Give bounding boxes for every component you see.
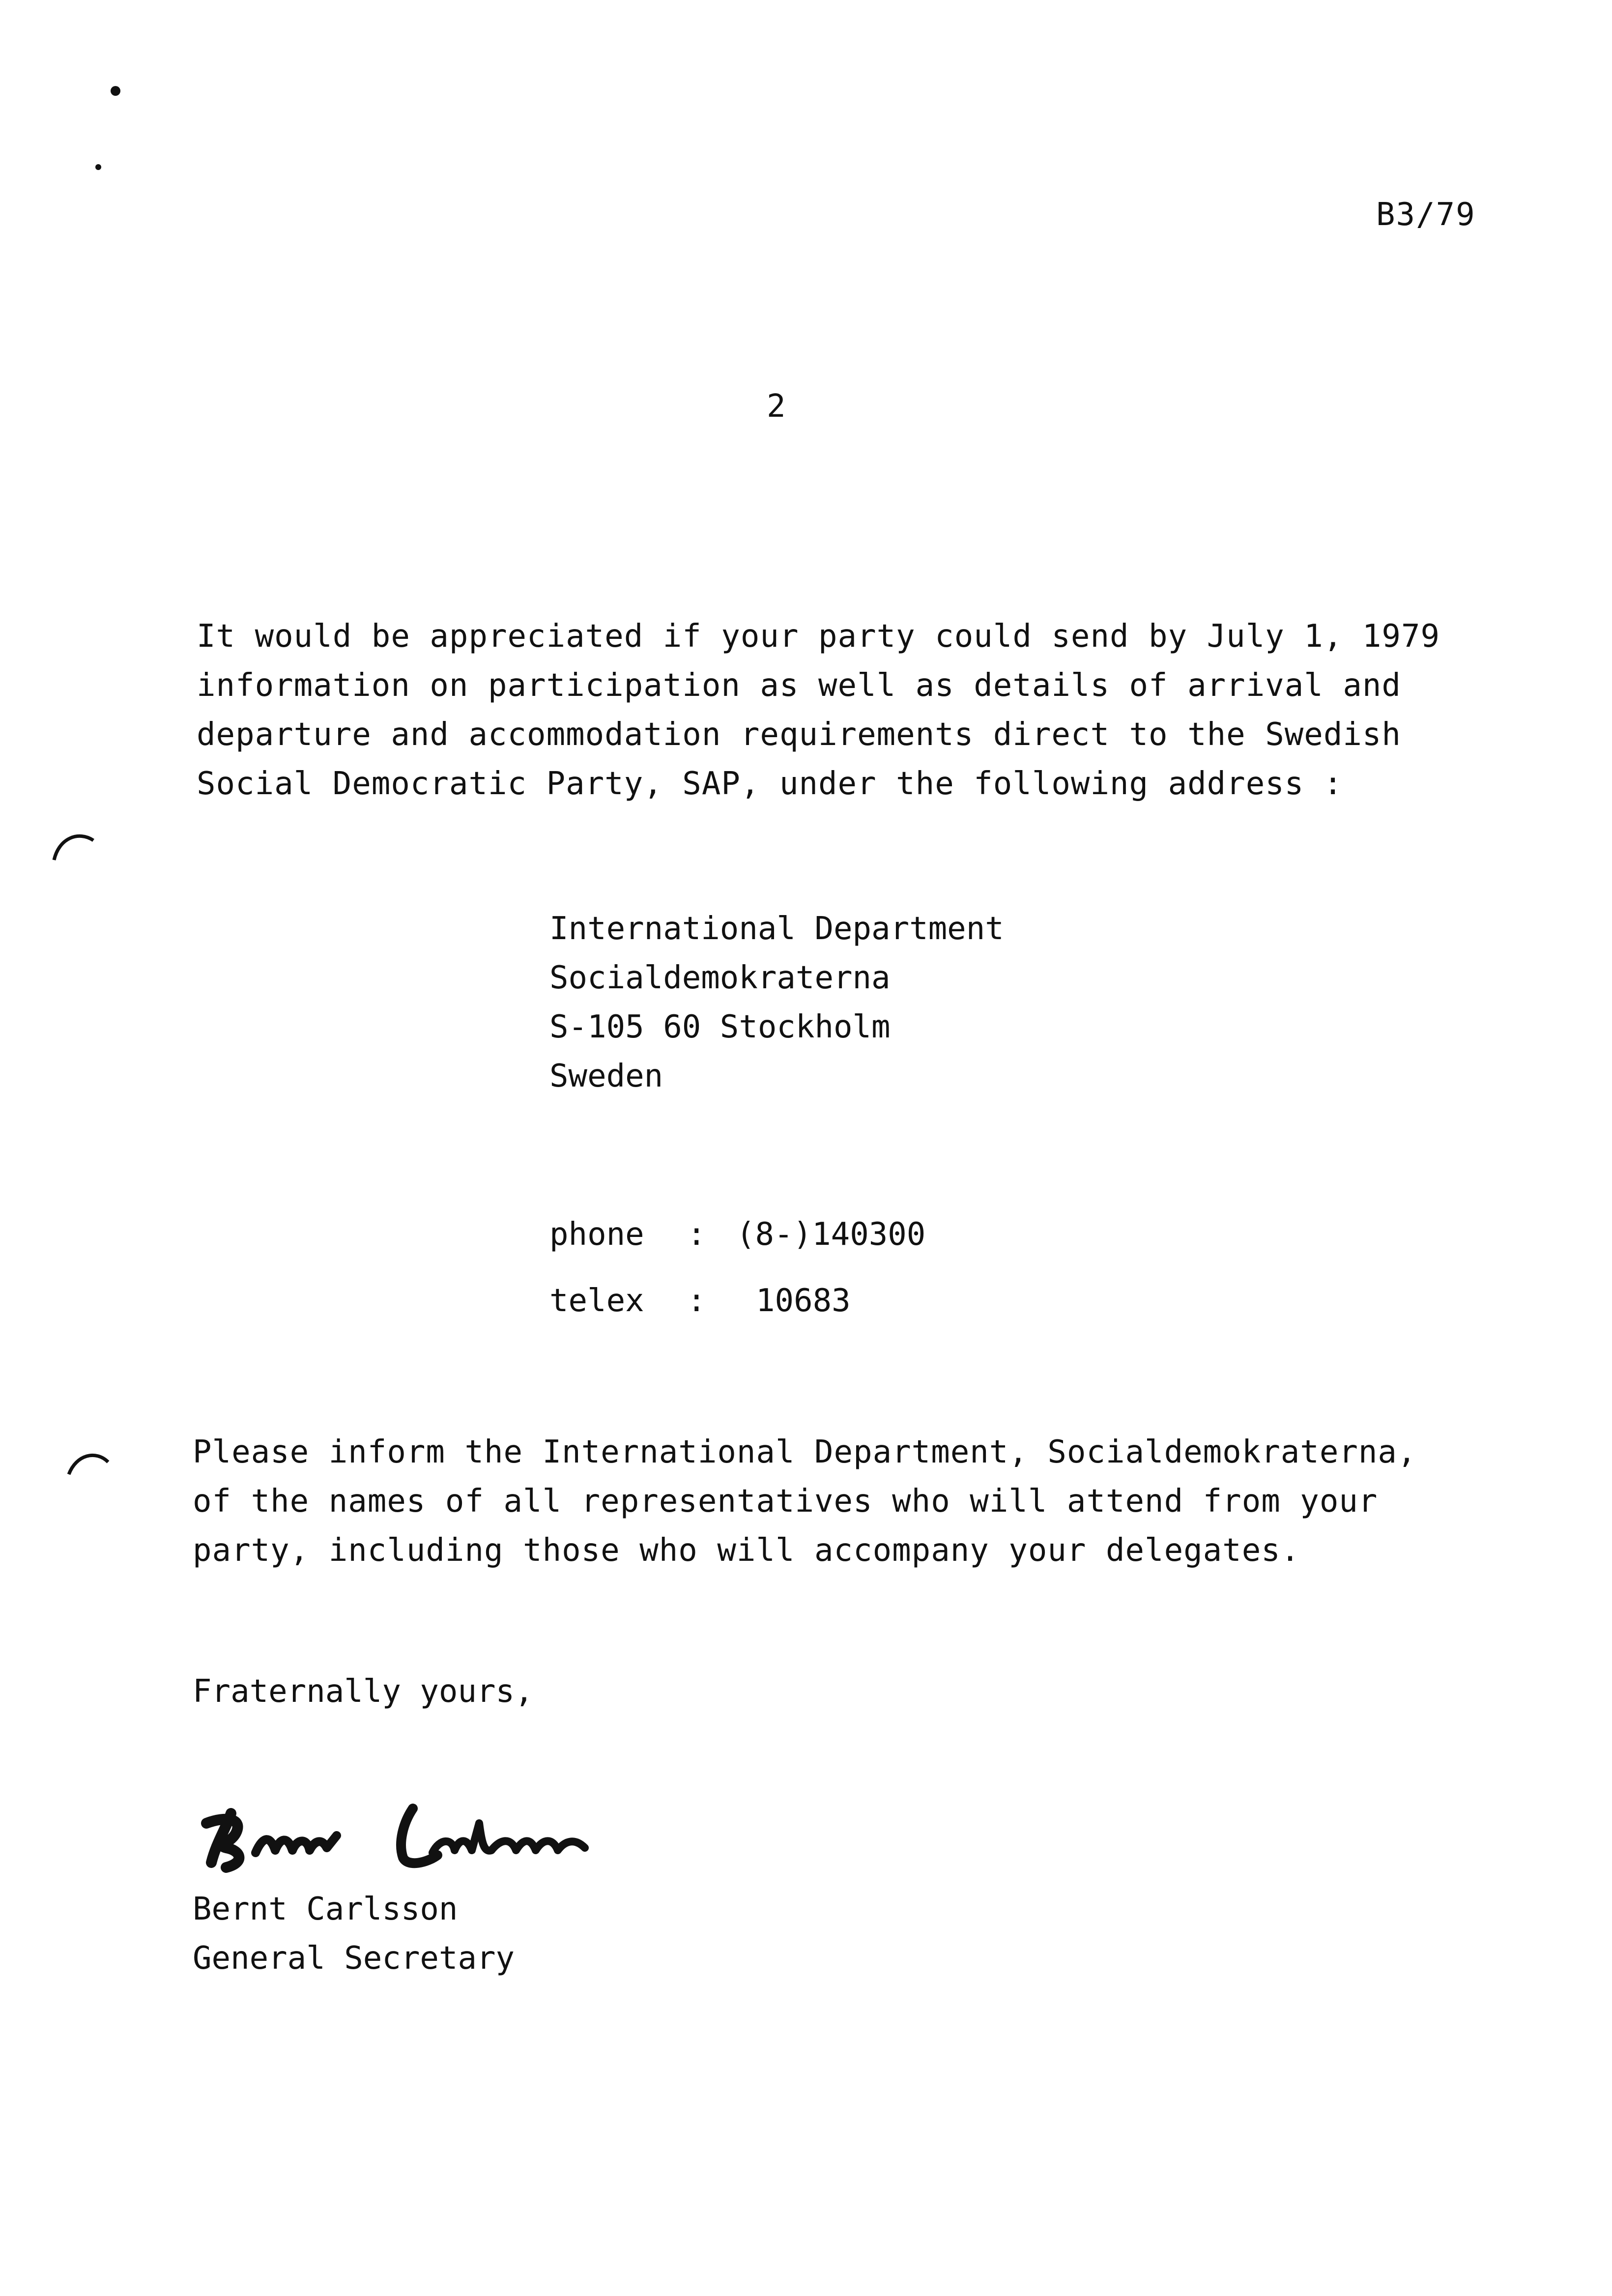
inform-paragraph xyxy=(193,1428,1416,1575)
mailing-address xyxy=(549,904,1004,1101)
address-line: International Department xyxy=(549,911,1004,947)
paragraph-line: departure and accommodation requirements direct to the Swedish xyxy=(197,717,1401,753)
paragraph-line: Social Democratic Party, SAP, under the following address : xyxy=(197,766,1343,802)
telex-value: 10683 xyxy=(756,1283,851,1319)
address-line: Sweden xyxy=(549,1058,663,1094)
handwritten-signature xyxy=(197,1789,639,1887)
phone-label: phone xyxy=(549,1216,644,1253)
telex-line xyxy=(549,1283,851,1319)
telex-label: telex xyxy=(549,1283,644,1319)
address-line: Socialdemokraterna xyxy=(549,960,891,996)
paragraph-line: It would be appreciated if your party could send by July 1, 1979 xyxy=(197,618,1440,655)
paragraph-line: party, including those who will accompany your delegates. xyxy=(193,1532,1300,1569)
page-number: 2 xyxy=(767,388,786,425)
address-line: S-105 60 Stockholm xyxy=(549,1009,891,1045)
closing: Fraternally yours, xyxy=(193,1673,534,1710)
document-reference: B3/79 xyxy=(1376,197,1476,233)
paragraph-line: of the names of all representatives who will attend from your xyxy=(193,1483,1378,1520)
telex-separator: : xyxy=(687,1283,706,1319)
signer-title: General Secretary xyxy=(193,1940,515,1977)
phone-separator: : xyxy=(687,1216,706,1253)
signer-block xyxy=(193,1885,515,1983)
signer-name: Bernt Carlsson xyxy=(193,1891,458,1927)
paragraph-line: information on participation as well as details of arrival and xyxy=(197,667,1401,704)
punch-hole-arc xyxy=(49,826,98,865)
scan-dot xyxy=(108,84,123,98)
scan-dot xyxy=(93,162,103,172)
punch-hole-arc xyxy=(64,1445,113,1479)
phone-value: (8-)140300 xyxy=(736,1216,926,1253)
request-paragraph xyxy=(197,612,1440,808)
phone-line xyxy=(549,1216,925,1253)
paragraph-line: Please inform the International Department, Socialdemokraterna, xyxy=(193,1434,1417,1470)
